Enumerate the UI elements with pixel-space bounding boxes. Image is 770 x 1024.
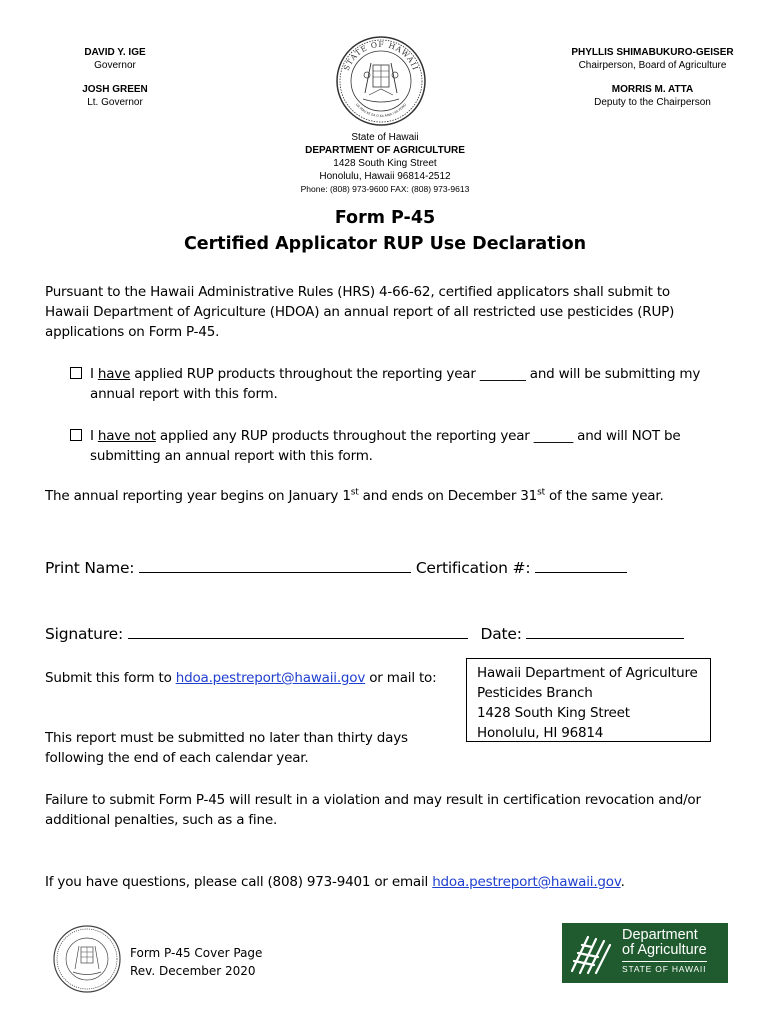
have-not-applied-checkbox[interactable] xyxy=(70,429,82,441)
lt-governor-title: Lt. Governor xyxy=(87,97,143,108)
submit-instructions xyxy=(45,668,465,688)
mailing-address-box xyxy=(466,658,711,742)
logo-text xyxy=(622,928,707,975)
chair-name: PHYLLIS SHIMABUKURO-GEISER xyxy=(571,47,734,58)
submit-text: Submit this form to xyxy=(45,670,176,686)
print-name-field[interactable] xyxy=(139,558,411,573)
svg-text:STATE OF HAWAII: STATE OF HAWAII xyxy=(341,39,421,72)
svg-text:UA MAU KE EA O KA AINA I KA PO: UA MAU KE EA O KA AINA I KA PONO xyxy=(354,102,408,119)
print-name-label: Print Name: xyxy=(45,559,135,577)
option-text-line2: annual report with this form. xyxy=(90,386,278,402)
department-address-block xyxy=(255,131,515,196)
option-text: applied any RUP products throughout the reporting year ______ and will NOT be xyxy=(155,428,681,444)
certification-field[interactable] xyxy=(535,558,627,573)
chair-block xyxy=(555,46,750,72)
option-emphasis: have xyxy=(97,366,131,382)
deadline-line: following the end of each calendar year. xyxy=(45,750,309,766)
lt-governor-name: JOSH GREEN xyxy=(82,84,148,95)
failure-line: additional penalties, such as a fine. xyxy=(45,812,278,828)
option-have-applied xyxy=(70,364,750,404)
address-line: Hawaii Department of Agriculture xyxy=(477,665,698,681)
footer-seal-icon xyxy=(52,924,122,994)
deputy-title: Deputy to the Chairperson xyxy=(594,97,711,108)
questions-suffix: . xyxy=(620,874,625,890)
lt-governor-block xyxy=(60,83,170,109)
reporting-year-part: of the same year. xyxy=(544,488,664,504)
questions-text xyxy=(45,872,755,892)
intro-line: Pursuant to the Hawaii Administrative Rules (HRS) 4-66-62, certified applicators shall submit to xyxy=(45,284,670,300)
logo-line-state: STATE OF HAWAII xyxy=(622,961,707,975)
footer-info xyxy=(130,944,262,980)
superscript: st xyxy=(537,487,545,498)
signature-row xyxy=(45,624,745,643)
certification-label: Certification #: xyxy=(415,559,531,577)
option-text-line2: submitting an annual report with this form. xyxy=(90,448,373,464)
date-label: Date: xyxy=(480,625,522,643)
dept-street: 1428 South King Street xyxy=(333,158,437,169)
logo-line: Department xyxy=(622,927,698,943)
superscript: st xyxy=(350,487,359,498)
address-line: Honolulu, HI 96814 xyxy=(477,725,604,741)
dept-state: State of Hawaii xyxy=(351,132,419,143)
dept-phone: Phone: (808) 973-9600 FAX: (808) 973-9613 xyxy=(300,184,470,194)
signature-label: Signature: xyxy=(45,625,123,643)
governor-block xyxy=(60,46,170,72)
form-title xyxy=(0,205,770,257)
option-emphasis: have not xyxy=(97,428,156,444)
intro-paragraph xyxy=(45,282,745,342)
intro-line: Hawaii Department of Agriculture (HDOA) an annual report of all restricted use pesticides (RUP) xyxy=(45,304,675,320)
address-line: Pesticides Branch xyxy=(477,685,593,701)
department-logo xyxy=(562,923,728,983)
wheat-icon xyxy=(568,931,616,977)
address-line: 1428 South King Street xyxy=(477,705,630,721)
option-text: I xyxy=(90,366,98,382)
dept-city: Honolulu, Hawaii 96814-2512 xyxy=(319,171,451,182)
dept-name: DEPARTMENT OF AGRICULTURE xyxy=(305,145,465,156)
failure-warning xyxy=(45,790,755,830)
intro-line: applications on Form P-45. xyxy=(45,324,220,340)
deadline-text xyxy=(45,728,465,768)
option-text: applied RUP products throughout the reporting year _______ and will be submitting my xyxy=(130,366,701,382)
print-name-row xyxy=(45,558,745,577)
reporting-year-part: The annual reporting year begins on January 1 xyxy=(45,488,351,504)
chair-title: Chairperson, Board of Agriculture xyxy=(578,60,727,71)
have-applied-checkbox[interactable] xyxy=(70,367,82,379)
reporting-year-text xyxy=(45,486,745,506)
questions-prefix: If you have questions, please call (808) 973-9401 or email xyxy=(45,874,433,890)
governor-title: Governor xyxy=(94,60,136,71)
option-text: I xyxy=(90,428,98,444)
deadline-line: This report must be submitted no later than thirty days xyxy=(45,730,408,746)
revision-label: Rev. December 2020 xyxy=(130,964,256,978)
cover-page-label: Form P-45 Cover Page xyxy=(130,946,263,960)
logo-line: of Agriculture xyxy=(622,942,707,958)
form-number: Form P-45 xyxy=(334,208,436,228)
date-field[interactable] xyxy=(526,624,684,639)
reporting-year-part: and ends on December 31 xyxy=(358,488,538,504)
governor-name: DAVID Y. IGE xyxy=(84,47,146,58)
submit-text: or mail to: xyxy=(365,670,437,686)
form-name: Certified Applicator RUP Use Declaration xyxy=(183,234,587,254)
failure-line: Failure to submit Form P-45 will result in a violation and may result in certification revocation and/or xyxy=(45,792,701,808)
submit-email-link[interactable]: hdoa.pestreport@hawaii.gov xyxy=(175,670,366,686)
deputy-block xyxy=(555,83,750,109)
deputy-name: MORRIS M. ATTA xyxy=(611,84,694,95)
state-seal-icon xyxy=(335,35,427,127)
signature-field[interactable] xyxy=(128,624,468,639)
questions-email-link[interactable]: hdoa.pestreport@hawaii.gov xyxy=(432,874,621,890)
option-have-not-applied xyxy=(70,426,750,466)
